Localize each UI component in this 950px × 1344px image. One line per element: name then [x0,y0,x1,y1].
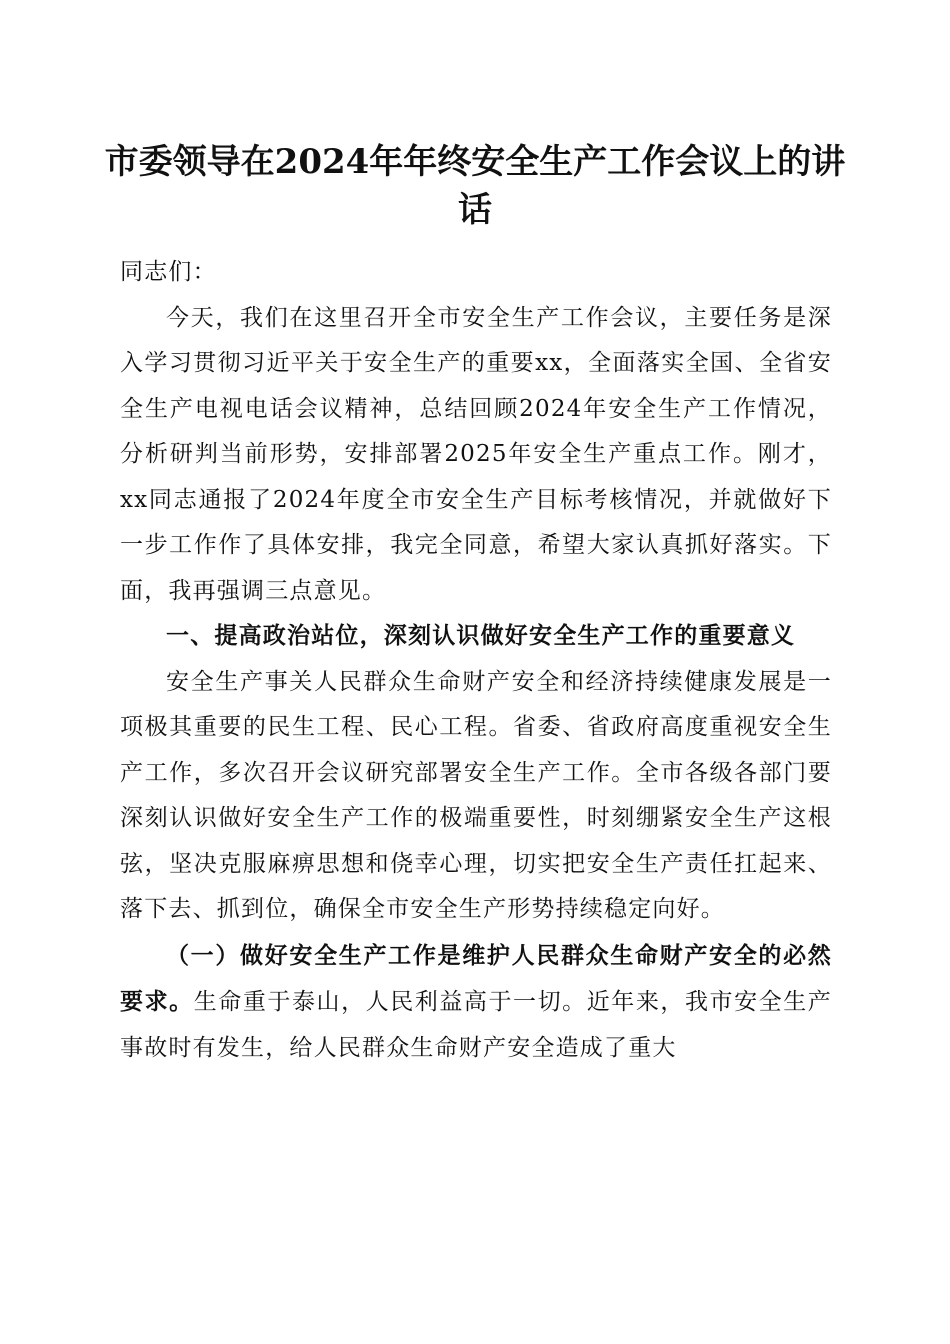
section-heading-1: 一、提高政治站位，深刻认识做好安全生产工作的重要意义 [166,623,796,649]
paragraph-subsection-1 [120,933,832,1072]
document-body [120,250,832,1071]
subsection-heading-1: （一）做好安全生产工作是维护人民群众生命财产安全的必然要求。 [120,941,832,1015]
paragraph-opening: 今天，我们在这里召开全市安全生产工作会议，主要任务是深入学习贯彻习近平关于安全生产的重要xx，全面落实全国、全省安全生产电视电话会议精神，总结回顾2024年安全生产工作情况，分析研判当前形势，安排部署2025年安全生产重点工作。刚才，xx同志通报了2024年度全市安全生产目标考核情况，并就做好下一步工作作了具体安排，我完全同意，希望大家认真抓好落实。下面，我再强调三点意见。 [120,304,832,604]
subsection-text-1: 生命重于泰山，人民利益高于一切。近年来，我市安全生产事故时有发生，给人民群众生命财产安全造成了重大 [120,989,832,1061]
paragraph-section-1: 安全生产事关人民群众生命财产安全和经济持续健康发展是一项极其重要的民生工程、民心工程。省委、省政府高度重视安全生产工作，多次召开会议研究部署安全生产工作。全市各级各部门要深刻认识做好安全生产工作的极端重要性，时刻绷紧安全生产这根弦，坚决克服麻痹思想和侥幸心理，切实把安全生产责任扛起来、落下去、抓到位，确保全市安全生产形势持续稳定向好。 [120,668,832,922]
salutation: 同志们： [120,259,217,285]
document-title: 市委领导在2024年年终安全生产工作会议上的讲话 [104,142,846,230]
